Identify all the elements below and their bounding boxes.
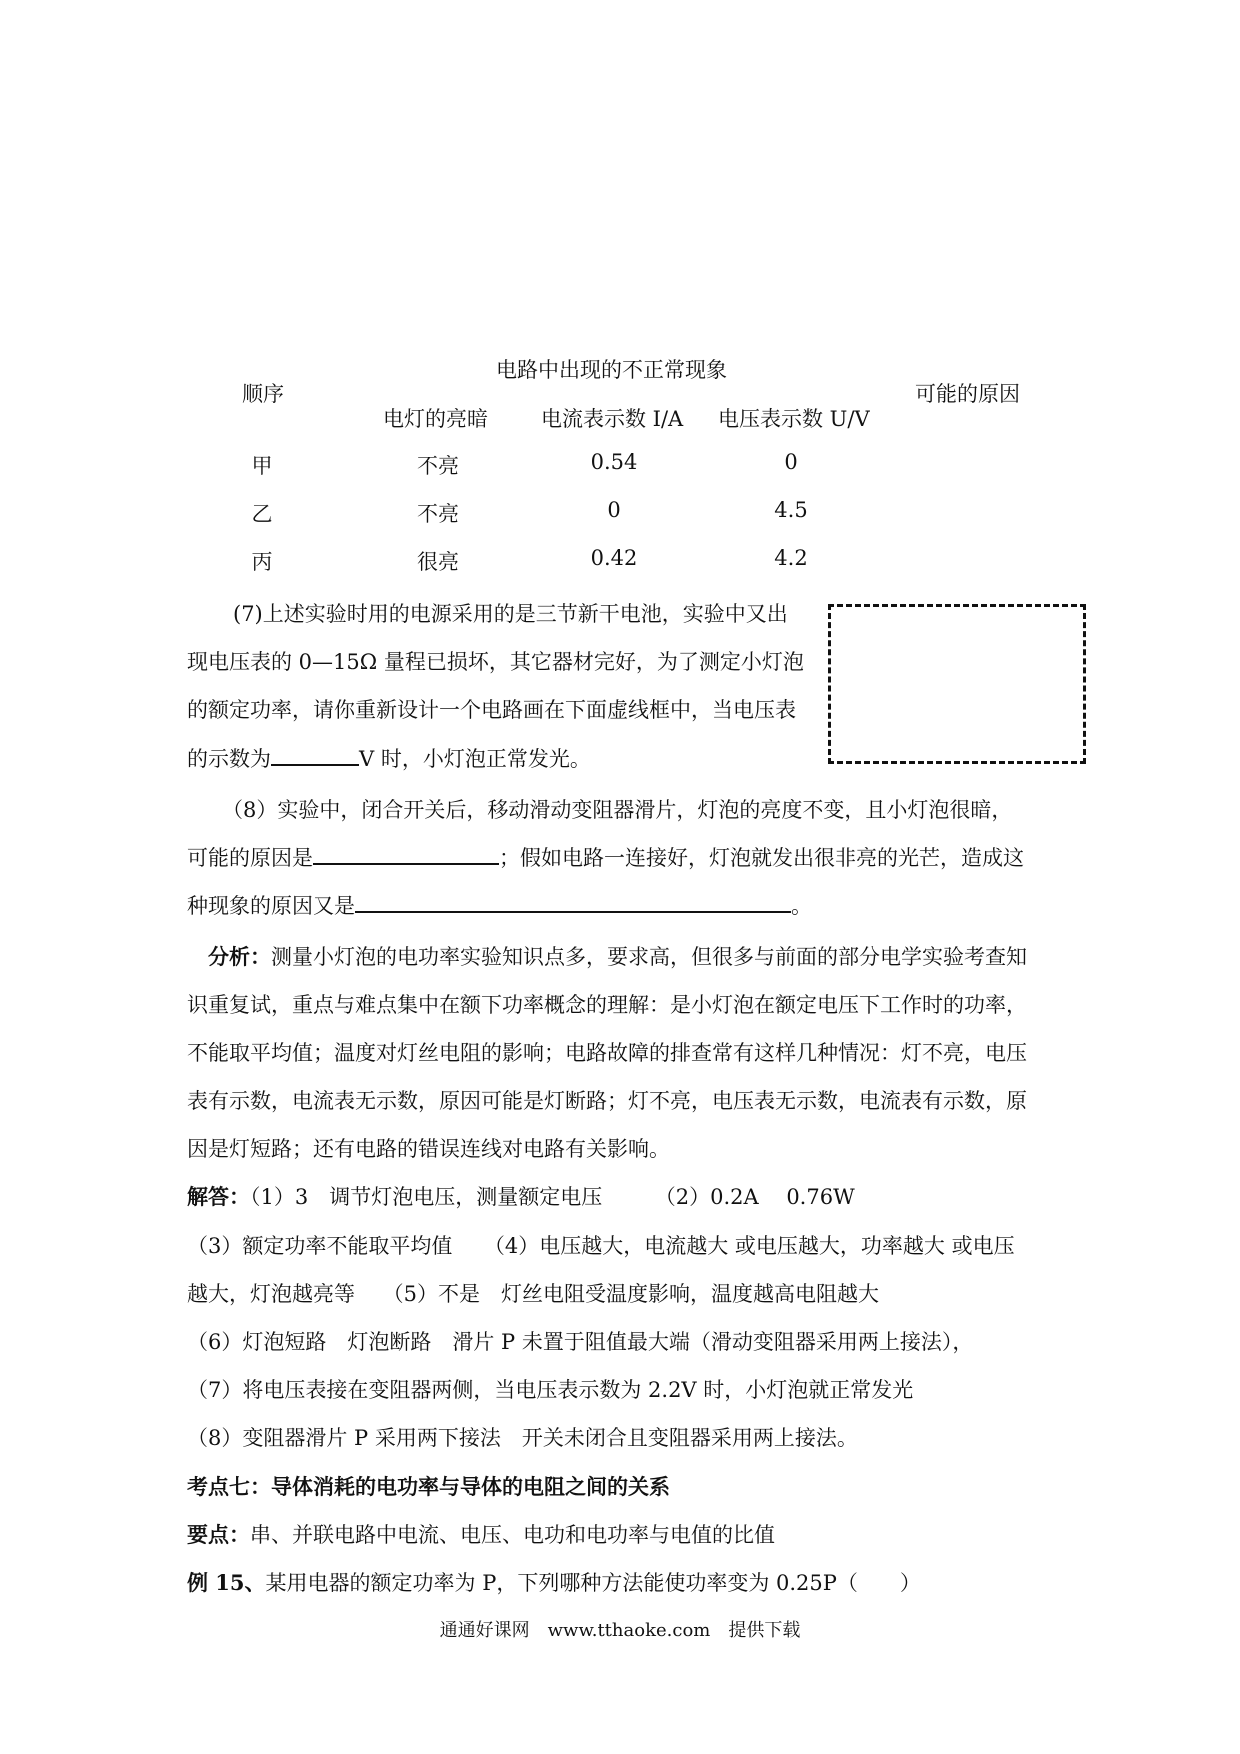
- q8-line-3-text: 种现象的原因又是: [187, 894, 355, 918]
- page-footer: 通通好课网 www.tthaoke.com 提供下载: [439, 1620, 801, 1641]
- table-header-abnormal: 电路中出现的不正常现象: [496, 358, 727, 382]
- answer-text: （1）3 调节灯泡电压，测量额定电压 （2）0.2A 0.76W: [250, 1185, 855, 1209]
- q7-line-4: [187, 743, 591, 773]
- answer-line-4: （6）灯泡短路 灯泡断路 滑片 P 未置于阻值最大端（滑动变阻器采用两上接法），: [187, 1330, 974, 1354]
- row-order: 甲: [251, 454, 273, 478]
- row-current: 0.42: [590, 546, 638, 570]
- row-voltage: 0: [784, 450, 798, 474]
- analysis-line-4: 表有示数，电流表无示数，原因可能是灯断路；灯不亮，电压表无示数，电流表有示数，原: [187, 1089, 1027, 1113]
- key-point: [187, 1519, 775, 1549]
- answer-line-1: [187, 1181, 855, 1211]
- answer-line-2: （3）额定功率不能取平均值 （4）电压越大，电流越大 或电压越大，功率越大 或电压: [187, 1234, 1015, 1258]
- example-question: [187, 1567, 921, 1597]
- example-text: 某用电器的额定功率为 P，下列哪种方法能使功率变为 0.25P（ ）: [265, 1571, 921, 1595]
- analysis-label: 分析：: [208, 944, 271, 969]
- analysis-line-1: [208, 941, 1027, 971]
- q8-line-3: [187, 890, 812, 920]
- answer-blank[interactable]: [355, 893, 791, 913]
- row-current: 0: [607, 498, 621, 522]
- table-header-reason: 可能的原因: [915, 382, 1020, 406]
- section-title: 考点七：导体消耗的电功率与导体的电阻之间的关系: [187, 1474, 670, 1499]
- q8-line-1: （8）实验中，闭合开关后，移动滑动变阻器滑片，灯泡的亮度不变，且小灯泡很暗，: [222, 798, 1013, 822]
- row-brightness: 不亮: [417, 502, 459, 526]
- q8-line-2-text: 可能的原因是: [187, 846, 313, 870]
- row-voltage: 4.5: [774, 498, 808, 522]
- analysis-line-3: 不能取平均值；温度对灯丝电阻的影响；电路故障的排查常有这样几种情况：灯不亮，电压: [187, 1041, 1027, 1065]
- row-brightness: 很亮: [417, 550, 459, 574]
- answer-blank[interactable]: [313, 845, 499, 865]
- answer-label: 解答：: [187, 1184, 250, 1209]
- table-subheader-current: 电流表示数 I/A: [541, 407, 684, 431]
- row-order: 丙: [251, 550, 273, 574]
- row-voltage: 4.2: [774, 546, 808, 570]
- analysis-line-2: 识重复试，重点与难点集中在额下功率概念的理解：是小灯泡在额定电压下工作时的功率，: [187, 993, 1027, 1017]
- answer-blank[interactable]: [271, 746, 359, 766]
- key-point-label: 要点：: [187, 1522, 250, 1547]
- table-subheader-voltage: 电压表示数 U/V: [718, 407, 870, 431]
- q7-line-3: 的额定功率，请你重新设计一个电路画在下面虚线框中，当电压表: [187, 698, 796, 722]
- circuit-drawing-box: [828, 604, 1086, 764]
- analysis-text: 测量小灯泡的电功率实验知识点多，要求高，但很多与前面的部分电学实验考查知: [271, 945, 1027, 969]
- key-point-text: 串、并联电路中电流、电压、电功和电功率与电值的比值: [250, 1523, 775, 1547]
- row-current: 0.54: [590, 450, 638, 474]
- q8-line-3-text-end: 。: [791, 894, 812, 918]
- answer-line-6: （8）变阻器滑片 P 采用两下接法 开关未闭合且变阻器采用两上接法。: [187, 1426, 858, 1450]
- answer-line-3: 越大，灯泡越亮等 （5）不是 灯丝电阻受温度影响，温度越高电阻越大: [187, 1282, 880, 1306]
- q7-line-4-text-end: V 时，小灯泡正常发光。: [359, 747, 591, 771]
- table-header-order: 顺序: [242, 382, 284, 406]
- q8-line-2-text-end: ；假如电路一连接好，灯泡就发出很非亮的光芒，造成这: [499, 846, 1024, 870]
- analysis-line-5: 因是灯短路；还有电路的错误连线对电路有关影响。: [187, 1137, 670, 1161]
- table-subheader-brightness: 电灯的亮暗: [383, 407, 488, 431]
- q7-line-4-text: 的示数为: [187, 747, 271, 771]
- row-brightness: 不亮: [417, 454, 459, 478]
- q8-line-2: [187, 842, 1024, 872]
- row-order: 乙: [251, 502, 273, 526]
- answer-line-5: （7）将电压表接在变阻器两侧，当电压表示数为 2.2V 时，小灯泡就正常发光: [187, 1378, 914, 1402]
- q7-line-1: (7)上述实验时用的电源采用的是三节新干电池，实验中又出: [233, 602, 788, 626]
- example-label: 例 15、: [187, 1570, 266, 1595]
- q7-line-2: 现电压表的 0—15Ω 量程已损坏，其它器材完好，为了测定小灯泡: [187, 650, 804, 674]
